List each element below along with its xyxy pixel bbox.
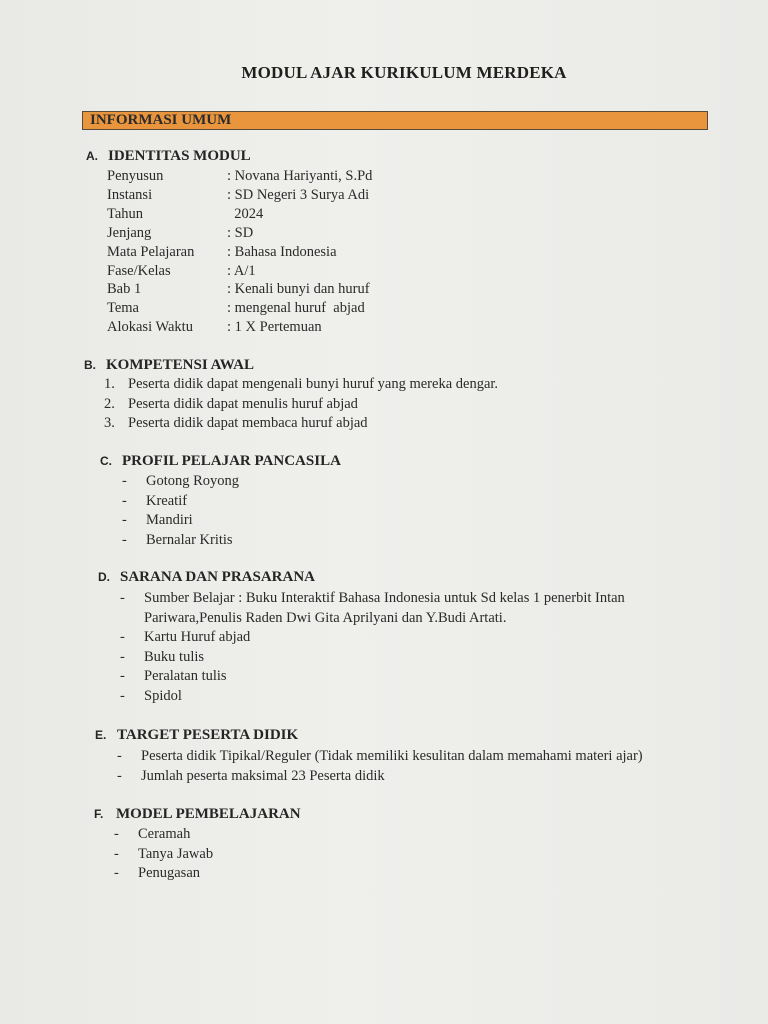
- identitas-row: [107, 243, 372, 262]
- section-title: MODEL PEMBELAJARAN: [116, 806, 301, 822]
- identitas-row: [107, 280, 372, 299]
- identitas-key: Penyusun: [107, 168, 164, 184]
- list-item: [117, 767, 643, 787]
- section-d-heading: [98, 569, 315, 586]
- section-title: IDENTITAS MODUL: [108, 148, 251, 164]
- identitas-row: [107, 186, 372, 205]
- bullet-dash: -: [122, 473, 127, 489]
- identitas-key: Jenjang: [107, 224, 152, 241]
- item-text: Buku tulis: [144, 648, 205, 665]
- section-title: KOMPETENSI AWAL: [106, 357, 254, 373]
- identitas-row: [107, 167, 372, 186]
- bullet-dash: -: [114, 845, 119, 862]
- list-item: [122, 472, 239, 492]
- section-letter: F.: [94, 807, 104, 821]
- identitas-value: : SD Negeri 3 Surya Adi: [227, 186, 370, 203]
- identitas-row: [107, 318, 372, 337]
- identitas-key: Tahun: [107, 205, 144, 222]
- section-c-heading: [100, 453, 341, 470]
- target-list: [117, 747, 643, 786]
- identitas-key: Alokasi Waktu: [107, 319, 193, 336]
- section-letter: E.: [95, 728, 107, 742]
- list-item: [104, 375, 498, 395]
- model-list: [114, 825, 213, 884]
- list-item: [114, 825, 213, 845]
- bullet-dash: -: [120, 590, 125, 606]
- item-text: Kartu Huruf abjad: [144, 629, 251, 646]
- list-item: [120, 667, 625, 687]
- bullet-dash: -: [120, 668, 125, 685]
- bullet-dash: -: [117, 748, 122, 764]
- item-text: Ceramah: [138, 826, 191, 842]
- section-letter: C.: [100, 454, 112, 468]
- identitas-key: Bab 1: [107, 281, 142, 298]
- bullet-dash: -: [120, 629, 125, 646]
- identitas-value: : SD: [227, 224, 254, 241]
- identitas-value: : mengenal huruf abjad: [227, 300, 365, 317]
- identitas-row: [107, 224, 372, 243]
- identitas-value: : A/1: [227, 262, 256, 279]
- list-item: [120, 589, 625, 609]
- item-number: 2.: [104, 395, 115, 412]
- identitas-key: Mata Pelajaran: [107, 243, 195, 260]
- identitas-value: : Novana Hariyanti, S.Pd: [227, 168, 373, 184]
- item-number: 1.: [104, 376, 115, 392]
- list-item: [114, 845, 213, 865]
- item-text: Gotong Royong: [146, 473, 240, 489]
- section-letter: B.: [84, 358, 96, 372]
- list-item: [104, 395, 498, 415]
- identitas-key: Tema: [107, 300, 139, 317]
- list-item: [104, 414, 498, 434]
- bullet-dash: -: [120, 687, 125, 704]
- list-item: [114, 864, 213, 884]
- kompetensi-list: [104, 375, 498, 434]
- item-text: Peralatan tulis: [144, 668, 227, 685]
- bullet-dash: -: [120, 648, 125, 665]
- list-item: [122, 531, 239, 551]
- identitas-key: Instansi: [107, 186, 153, 203]
- bullet-dash: -: [117, 767, 122, 784]
- identitas-key: Fase/Kelas: [107, 262, 171, 279]
- identitas-row: [107, 262, 372, 281]
- item-text: Tanya Jawab: [138, 845, 214, 862]
- list-item: [120, 648, 625, 668]
- profil-list: [122, 472, 239, 550]
- bullet-dash: -: [114, 826, 119, 842]
- list-item: [117, 747, 643, 767]
- document-title: MODUL AJAR KURIKULUM MERDEKA: [241, 63, 567, 82]
- section-title: TARGET PESERTA DIDIK: [117, 727, 299, 743]
- list-item: [120, 628, 625, 648]
- list-item: [120, 687, 625, 707]
- identitas-value: : 1 X Pertemuan: [227, 319, 322, 336]
- item-text: Penugasan: [138, 865, 201, 882]
- sarana-list: [120, 589, 625, 707]
- identitas-row: [107, 205, 372, 224]
- list-item-continued: [120, 609, 625, 629]
- section-e-heading: [95, 727, 298, 744]
- item-text: Sumber Belajar : Buku Interaktif Bahasa Indonesia untuk Sd kelas 1 penerbit Intan: [144, 590, 625, 606]
- item-text: Peserta didik dapat membaca huruf abjad: [128, 415, 368, 431]
- identitas-row: [107, 299, 372, 318]
- bullet-dash: -: [114, 865, 119, 882]
- section-title: PROFIL PELAJAR PANCASILA: [122, 453, 341, 469]
- section-f-heading: [94, 806, 301, 823]
- identitas-value: 2024: [227, 205, 264, 222]
- item-number: 3.: [104, 415, 115, 431]
- identitas-value: : Bahasa Indonesia: [227, 243, 337, 260]
- item-text: Spidol: [144, 687, 182, 704]
- section-title: SARANA DAN PRASARANA: [120, 569, 316, 585]
- item-text: Peserta didik dapat menulis huruf abjad: [128, 395, 358, 412]
- list-item: [122, 492, 239, 512]
- bullet-dash: -: [122, 492, 127, 509]
- section-a-heading: [86, 148, 251, 165]
- section-b-heading: [84, 357, 254, 374]
- item-text: Jumlah peserta maksimal 23 Peserta didik: [141, 767, 385, 784]
- identitas-value: : Kenali bunyi dan huruf: [227, 281, 370, 298]
- section-letter: A.: [86, 149, 98, 163]
- item-text: Peserta didik dapat mengenali bunyi huruf yang mereka dengar.: [128, 376, 499, 392]
- item-text: Bernalar Kritis: [146, 531, 233, 548]
- identitas-list: [107, 167, 372, 337]
- item-text: Kreatif: [146, 492, 188, 509]
- bullet-dash: -: [122, 512, 127, 529]
- item-text: Pariwara,Penulis Raden Dwi Gita Aprilyani dan Y.Budi Artati.: [144, 609, 507, 626]
- item-text: Mandiri: [146, 512, 193, 529]
- section-banner: INFORMASI UMUM: [82, 111, 708, 130]
- item-text: Peserta didik Tipikal/Reguler (Tidak memiliki kesulitan dalam memahami materi ajar): [141, 748, 643, 764]
- list-item: [122, 511, 239, 531]
- bullet-dash: -: [122, 531, 127, 548]
- section-letter: D.: [98, 570, 110, 584]
